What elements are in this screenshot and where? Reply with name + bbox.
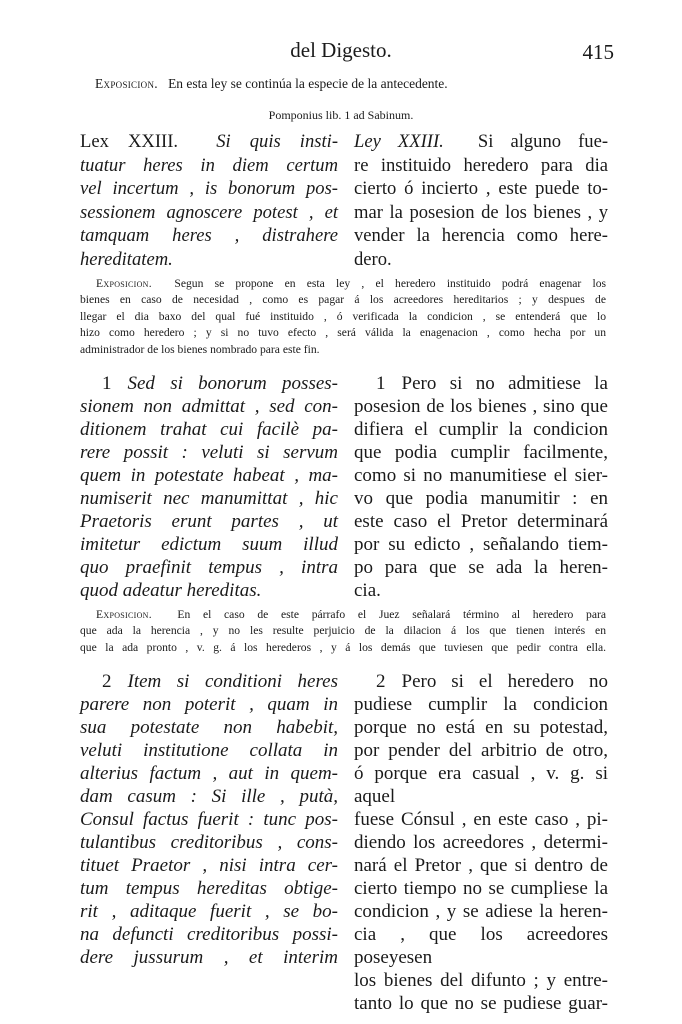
- exposition-label: Exposicion.: [96, 277, 152, 290]
- spanish-heading: Ley XXIII.: [354, 131, 444, 152]
- spanish-line: mar la posesion de los bienes , y: [354, 201, 608, 223]
- latin-line: Lex XXIII. Si quis insti-: [80, 131, 339, 152]
- spanish-line: 1 Pero si no admitiese la: [376, 373, 608, 394]
- exposition-line: hizo como heredero ; y si no tuvo efecto , será válida la enagenacion , como hecha por un: [80, 326, 606, 340]
- spanish-line: que podia cumplir facilmente,: [354, 442, 608, 463]
- spanish-line: tanto lo que no se pudiese guar-: [354, 993, 608, 1014]
- exposition-line: Exposicion. En el caso de este párrafo el Juez señalará término al heredero para: [96, 608, 607, 621]
- latin-line: hereditatem.: [80, 248, 173, 270]
- exposition-line: administrador de los bienes nombrado para este fin.: [80, 342, 320, 356]
- latin-line: tum tempus hereditas obtige-: [80, 878, 338, 899]
- latin-line: quo praefinit tempus , intra: [80, 557, 338, 578]
- latin-line: tuatur heres in diem certum: [80, 154, 338, 176]
- spanish-line: por pender del arbitrio de otro,: [354, 740, 608, 761]
- exposition-line: llegar el dia baxo del qual fué instituido , ó verificada la condicion , se entenderá que lo: [80, 309, 606, 323]
- spanish-line: dero.: [354, 248, 392, 270]
- spanish-column-paragraph-1: [354, 372, 608, 602]
- latin-line: ditionem trahat cui facilè pa-: [80, 419, 338, 440]
- latin-line: vel incertum , is bonorum pos-: [80, 178, 338, 199]
- latin-line: dere jussurum , et interim: [80, 947, 338, 968]
- spanish-column-ley-23: [354, 130, 608, 271]
- spanish-line: los bienes del difunto ; y entre-: [354, 970, 608, 991]
- intro-exposition-label: Exposicion.: [95, 76, 158, 91]
- exposition-line: que la ada pronto , v. g. á los herederos , y á los demás que tuviesen que pedir contra ella.: [80, 640, 606, 654]
- latin-line: na defuncti creditoribus possi-: [80, 924, 338, 945]
- latin-line: 1 Sed si bonorum posses-: [102, 373, 338, 394]
- latin-line: 2 Item si conditioni heres: [102, 671, 338, 692]
- running-header: [0, 38, 682, 70]
- paragraph-number: 1: [376, 373, 386, 394]
- spanish-line: por su edicto , señalando tiem-: [354, 534, 608, 555]
- latin-line: quem in potestate habeat , ma-: [80, 465, 338, 486]
- spanish-line: 2 Pero si el heredero no: [376, 671, 608, 692]
- spanish-line: re instituido heredero para dia: [354, 154, 608, 176]
- spanish-line: posesion de los bienes , sino que: [354, 396, 608, 417]
- spanish-line: este caso el Pretor determinará: [354, 511, 608, 532]
- latin-line: tamquam heres , distrahere: [80, 225, 338, 246]
- spanish-column-paragraph-2: [354, 670, 608, 1015]
- latin-line: sessionem agnoscere potest , et: [80, 201, 338, 223]
- latin-line: numiserit nec manumittat , hic: [80, 488, 338, 509]
- spanish-line: nará el Pretor , que si dentro de: [354, 855, 608, 876]
- spanish-line: Ley XXIII. Si alguno fue-: [354, 131, 609, 152]
- latin-line: Consul factus fuerit : tunc pos-: [80, 809, 338, 830]
- spanish-line: vender la herencia como here-: [354, 225, 608, 246]
- spanish-line: cia.: [354, 580, 381, 601]
- paragraph-number: 1: [102, 373, 112, 394]
- spanish-line: vo que podia manumitir : en: [354, 488, 608, 509]
- running-title: del Digesto.: [290, 38, 392, 62]
- exposition-lex-23: [80, 276, 606, 358]
- latin-line: rere possit : veluti si servum: [80, 442, 338, 463]
- latin-line: rit , aditaque fuerit , se bo-: [80, 901, 338, 922]
- spanish-line: condicion , y se adiese la heren-: [354, 901, 608, 922]
- latin-line: parere non poterit , quam in: [80, 694, 338, 715]
- exposition-paragraph-1: [80, 607, 606, 656]
- page-number: 415: [582, 40, 614, 64]
- intro-exposition-text: En esta ley se continúa la especie de la antecedente.: [168, 76, 448, 91]
- latin-heading: Lex XXIII.: [80, 131, 179, 152]
- spanish-line: ó porque era casual , v. g. si aquel: [354, 763, 608, 807]
- latin-line: sua potestate non habebit,: [80, 717, 338, 738]
- latin-line: Praetoris erunt partes , ut: [80, 511, 338, 532]
- latin-column-paragraph-1: [80, 372, 338, 602]
- spanish-line: fuese Cónsul , en este caso , pi-: [354, 809, 608, 830]
- latin-line: tituet Praetor , nisi intra cer-: [80, 855, 338, 876]
- paragraph-number: 2: [102, 671, 112, 692]
- spanish-line: cierto tiempo no se cumpliese la: [354, 878, 608, 899]
- latin-column-paragraph-2: [80, 670, 338, 969]
- latin-line: imitetur edictum suum illud: [80, 534, 338, 555]
- spanish-line: difiera el cumplir la condicion: [354, 419, 608, 440]
- latin-line: dam casum : Si ille , putà,: [80, 786, 338, 807]
- intro-exposition: [95, 76, 448, 92]
- exposition-line: que ada la herencia , y no les resulte perjuicio de la dilacion á los que tienen interés en: [80, 624, 606, 638]
- spanish-line: cia , que los acreedores poseyesen: [354, 924, 608, 968]
- exposition-line: Exposicion. Segun se propone en esta ley , el heredero instituido podrá enagenar los: [96, 277, 606, 290]
- exposition-label: Exposicion.: [96, 608, 152, 621]
- latin-line: quod adeatur hereditas.: [80, 580, 262, 601]
- spanish-line: po para que se ada la heren-: [354, 557, 608, 578]
- latin-line: alterius factum , aut in quem-: [80, 763, 338, 784]
- spanish-line: diendo los acreedores , determi-: [354, 832, 608, 853]
- latin-line: sionem non admittat , sed con-: [80, 396, 338, 417]
- spanish-line: pudiese cumplir la condicion: [354, 694, 608, 715]
- spanish-line: porque no está en su potestad,: [354, 717, 608, 738]
- spanish-line: cierto ó incierto , este puede to-: [354, 178, 608, 199]
- exposition-line: bienes en caso de necesidad , como es pagar á los acreedores hereditarios ; y despues de: [80, 293, 606, 307]
- latin-column-lex-23: [80, 130, 338, 271]
- paragraph-number: 2: [376, 671, 386, 692]
- source-citation: Pomponius lib. 1 ad Sabinum.: [268, 108, 414, 122]
- latin-line: tulantibus creditoribus , cons-: [80, 832, 338, 853]
- latin-line: veluti institutione collata in: [80, 740, 338, 761]
- spanish-line: como si no manumitiese el sier-: [354, 465, 608, 486]
